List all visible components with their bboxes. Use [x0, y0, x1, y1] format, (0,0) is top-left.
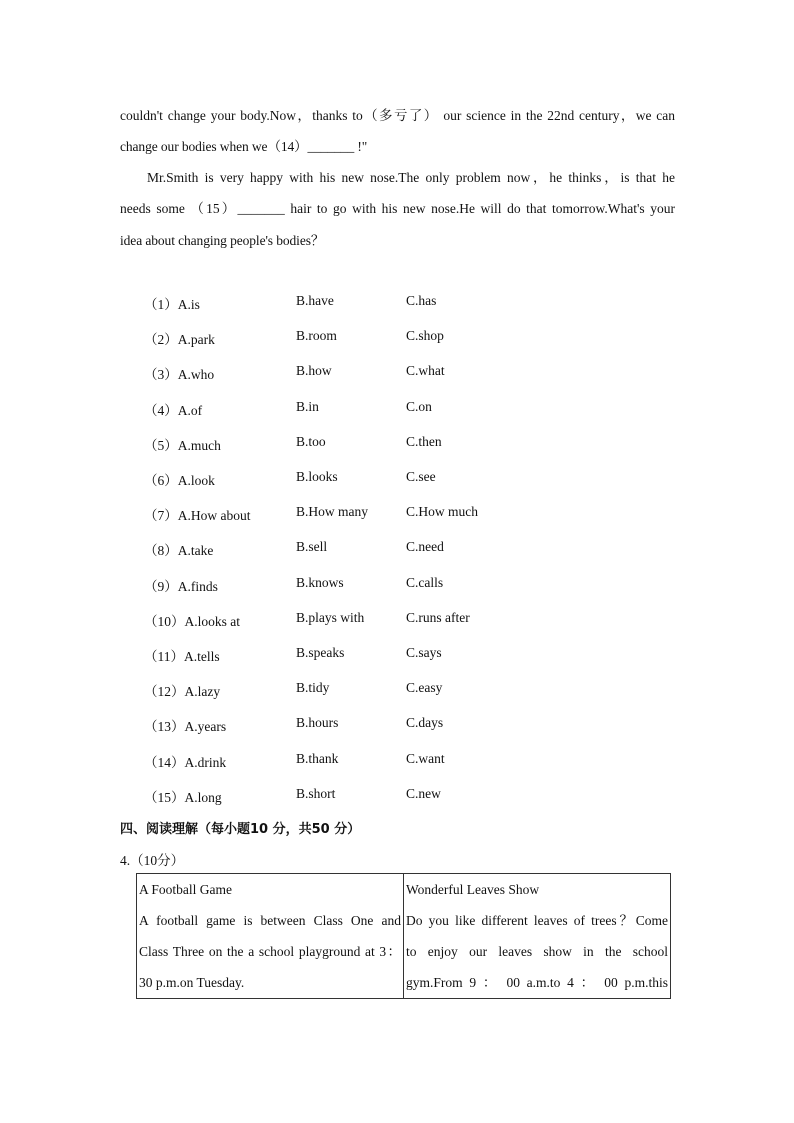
leaves-show-text-3: gym.From 9 ： 00 a.m.to 4 ： 00 p.m.this	[406, 975, 668, 990]
option-number: （8）	[144, 543, 178, 559]
leaves-show-cell	[404, 874, 671, 999]
option-b: B.hours	[296, 715, 339, 731]
option-c: C.says	[406, 645, 442, 660]
football-game-text-2: Class Three on the a school playground at 3：	[139, 944, 401, 959]
option-c: C.days	[406, 715, 444, 731]
option-question-and-a	[144, 539, 213, 559]
option-number: （13）	[144, 719, 185, 735]
option-c: C.need	[406, 539, 444, 555]
option-b: B.knows	[296, 574, 344, 590]
option-question-and-a	[144, 786, 222, 806]
option-number: （12）	[144, 684, 185, 700]
option-b: B.plays with	[296, 609, 365, 625]
option-number: （9）	[144, 578, 178, 594]
option-question-and-a	[144, 399, 202, 419]
option-b: B.How many	[296, 504, 368, 520]
option-c: C.on	[406, 398, 432, 414]
option-a: A.take	[177, 543, 214, 559]
option-b: B.looks	[296, 469, 338, 484]
football-game-text-1: A football game is between Class One and	[139, 913, 401, 928]
option-c: C.want	[406, 750, 445, 766]
option-question-and-a	[144, 434, 221, 454]
option-c: C.see	[406, 469, 436, 484]
section-heading: 四、阅读理解（每小题10 分，共50 分）	[120, 822, 361, 837]
option-b: B.short	[296, 785, 336, 801]
option-a: A.long	[184, 789, 222, 805]
passage-line-4: needs some （15）_______ hair to go with his new nose.He will do that tomorrow.What's your	[120, 201, 675, 216]
leaves-show-title: Wonderful Leaves Show	[406, 882, 540, 897]
option-b: B.in	[296, 398, 319, 414]
option-a: A.is	[177, 297, 200, 312]
option-question-and-a	[144, 645, 220, 665]
option-b: B.too	[296, 433, 326, 449]
option-a: A.years	[184, 719, 227, 735]
passage-line-3: Mr.Smith is very happy with his new nose.The only problem now，he thinks，is that he	[147, 170, 675, 185]
option-number: （1）	[144, 297, 178, 312]
option-question-and-a	[144, 575, 218, 595]
leaves-show-text-1: Do you like different leaves of trees？Come	[406, 913, 668, 928]
option-number: （2）	[144, 332, 178, 348]
option-a: A.looks at	[184, 613, 240, 629]
option-b: B.sell	[296, 539, 328, 555]
option-number: （4）	[144, 402, 178, 418]
option-a: A.much	[177, 437, 221, 453]
option-question-and-a	[144, 363, 214, 383]
option-question-and-a	[144, 751, 226, 771]
option-a: A.of	[177, 402, 203, 418]
option-c: C.new	[406, 785, 441, 801]
option-a: A.drink	[184, 754, 227, 770]
option-a: A.look	[177, 473, 215, 488]
option-b: B.thank	[296, 750, 339, 766]
option-number: （11）	[144, 649, 184, 664]
option-c: C.runs after	[406, 609, 470, 625]
option-b: B.room	[296, 328, 337, 344]
option-question-and-a	[144, 469, 215, 489]
option-a: A.lazy	[184, 684, 221, 700]
option-c: C.shop	[406, 328, 444, 344]
passage-line-1: couldn't change your body.Now，thanks to（多亏了） our science in the 22nd century，we can	[120, 108, 675, 123]
option-b: B.speaks	[296, 645, 345, 660]
option-question-and-a	[144, 504, 251, 524]
option-question-and-a	[144, 328, 215, 348]
option-a: A.finds	[177, 578, 218, 594]
option-number: （14）	[144, 754, 185, 770]
option-c: C.easy	[406, 680, 443, 696]
football-game-text-3: 30 p.m.on Tuesday.	[139, 975, 245, 990]
option-c: C.calls	[406, 574, 444, 590]
option-c: C.then	[406, 433, 442, 449]
option-a: A.park	[177, 332, 215, 348]
option-a: A.who	[177, 367, 215, 383]
option-a: A.How about	[177, 508, 251, 524]
option-question-and-a	[144, 293, 200, 313]
option-a: A.tells	[184, 649, 220, 664]
option-number: （15）	[144, 789, 185, 805]
passage-line-5: idea about changing people's bodies？	[120, 233, 325, 248]
option-c: C.has	[406, 293, 437, 308]
leaves-show-text-2: to enjoy our leaves show in the school	[406, 944, 668, 959]
question-number: 4.（10分）	[120, 853, 185, 868]
option-number: （5）	[144, 437, 178, 453]
option-b: B.how	[296, 363, 332, 379]
option-question-and-a	[144, 680, 220, 700]
option-b: B.have	[296, 293, 334, 308]
option-question-and-a	[144, 610, 240, 630]
option-b: B.tidy	[296, 680, 330, 696]
notice-table	[136, 873, 671, 999]
option-c: C.what	[406, 363, 445, 379]
football-game-cell	[137, 874, 404, 999]
option-number: （10）	[144, 613, 185, 629]
option-number: （3）	[144, 367, 178, 383]
football-game-title: A Football Game	[139, 882, 232, 897]
option-number: （7）	[144, 508, 178, 524]
option-question-and-a	[144, 715, 226, 735]
passage-line-2: change our bodies when we（14）_______ !"	[120, 139, 368, 154]
option-c: C.How much	[406, 504, 478, 520]
option-number: （6）	[144, 473, 178, 488]
